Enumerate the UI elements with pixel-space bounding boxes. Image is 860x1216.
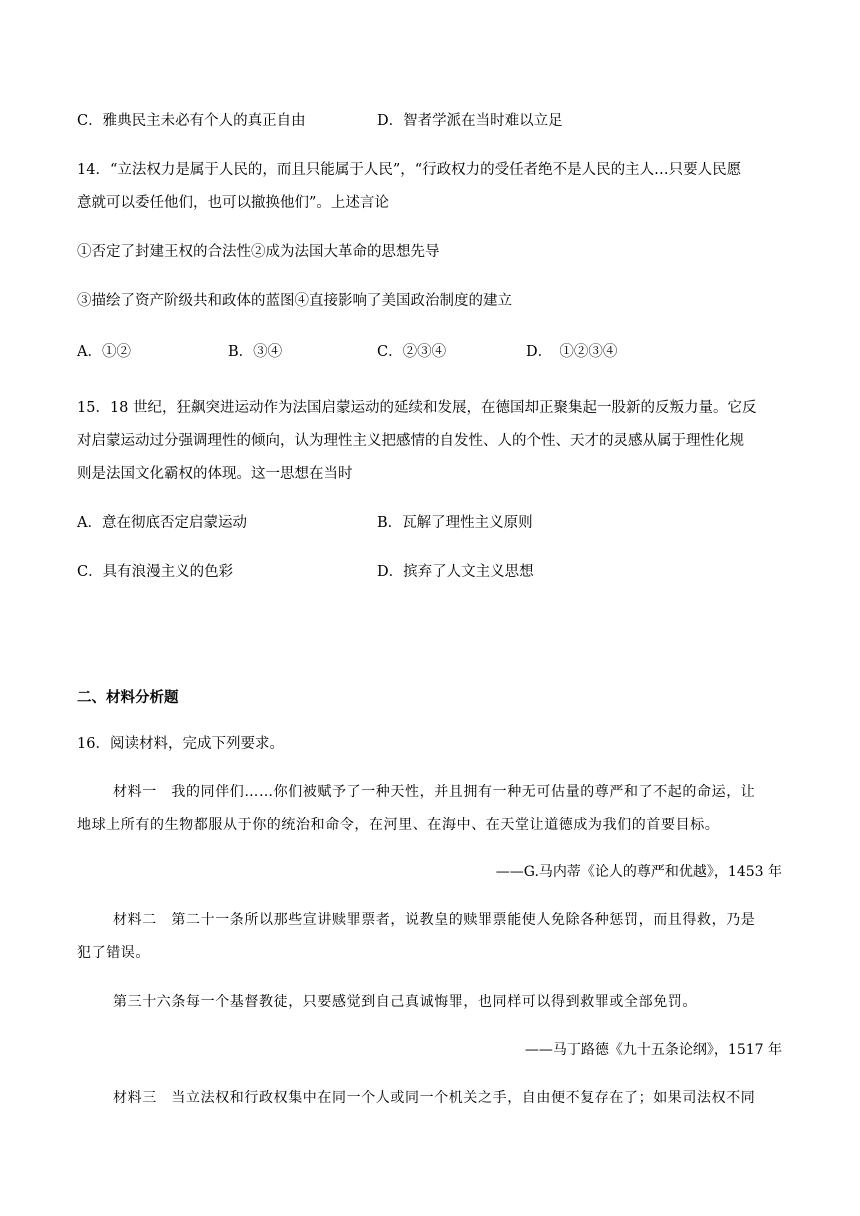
- q14-option-d: D． ①②③④: [526, 344, 618, 360]
- q15-option-c: C．具有浪漫主义的色彩: [77, 564, 234, 580]
- q15-stem-line3: 则是法国文化霸权的体现。这一思想在当时: [77, 466, 353, 482]
- q15-option-a: A．意在彻底否定启蒙运动: [77, 515, 247, 531]
- q15-stem-line1: 15．18 世纪，狂飙突进运动作为法国启蒙运动的延续和发展，在德国却正聚集起一股新的反叛力量。它反: [77, 400, 757, 416]
- material3-line1: 材料三 当立法权和行政权集中在同一个人或同一个机关之手，自由便不复存在了；如果司法权不同: [113, 1090, 756, 1106]
- material1-source: ——G.马内蒂《论人的尊严和优越》，1453 年: [495, 864, 782, 880]
- material2-source: ——马丁路德《九十五条论纲》，1517 年: [524, 1042, 782, 1058]
- material2-line3: 第三十六条每一个基督教徒，只要感觉到自己真诚悔罪，也同样可以得到救罪或全部免罚。: [113, 994, 697, 1010]
- q14-option-b: B．③④: [228, 344, 283, 360]
- material1-line2: 地球上所有的生物都服从于你的统治和命令，在河里、在海中、在天堂让道德成为我们的首要目标。: [77, 817, 720, 833]
- q14-stem-line1: 14．“立法权力是属于人民的，而且只能属于人民”，“行政权力的受任者绝不是人民的主人…只要人民愿: [77, 162, 742, 178]
- q15-option-d: D．摈弃了人文主义思想: [377, 564, 534, 580]
- q16-stem: 16．阅读材料，完成下列要求。: [77, 736, 284, 752]
- q14-statement-line1: ①否定了封建王权的合法性②成为法国大革命的思想先导: [77, 244, 440, 260]
- q15-option-b: B．瓦解了理性主义原则: [377, 515, 533, 531]
- material2-line2: 犯了错误。: [77, 945, 150, 961]
- q14-option-c: C．②③④: [377, 344, 447, 360]
- q13-option-d: D．智者学派在当时难以立足: [377, 113, 563, 129]
- q15-stem-line2: 对启蒙运动过分强调理性的倾向，认为理性主义把感情的自发性、人的个性、天才的灵感从属于理性化规: [77, 433, 744, 449]
- q14-stem-line2: 意就可以委任他们，也可以撤换他们”。上述言论: [77, 195, 389, 211]
- q14-option-a: A．①②: [77, 344, 131, 360]
- material1-line1: 材料一 我的同伴们……你们被赋予了一种天性，并且拥有一种无可估量的尊严和了不起的命运，让: [113, 784, 756, 800]
- q14-statement-line2: ③描绘了资产阶级共和政体的蓝图④直接影响了美国政治制度的建立: [77, 293, 512, 309]
- q13-option-c: C．雅典民主未必有个人的真正自由: [77, 113, 306, 129]
- section-heading: 二、材料分析题: [77, 690, 179, 706]
- material2-line1: 材料二 第二十一条所以那些宣讲赎罪票者，说教皇的赎罪票能使人免除各种惩罚，而且得救，乃是: [113, 912, 756, 928]
